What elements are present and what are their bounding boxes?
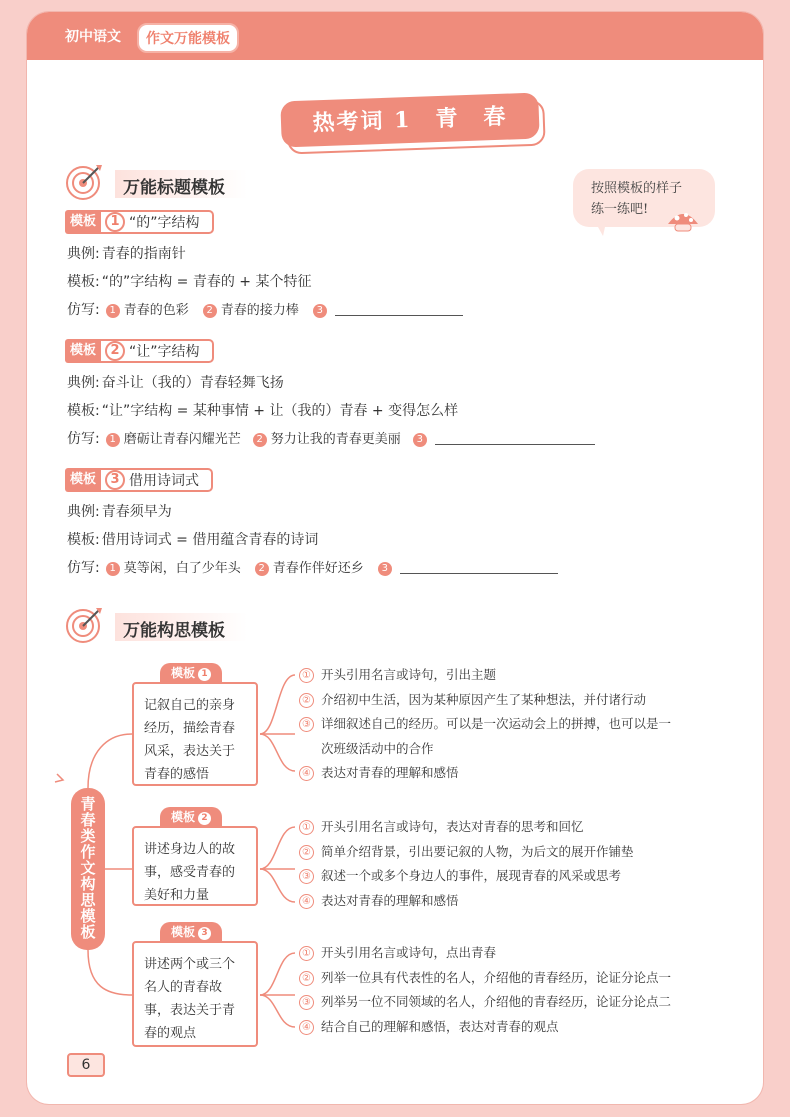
number-badge: 3 <box>313 304 327 318</box>
example-text: 青春的指南针 <box>101 246 186 262</box>
vertical-title: 青 春 类 作 文 构 思 模 板 <box>80 795 96 941</box>
template-number: 2 <box>105 341 125 361</box>
idea-box-1: 记叙自己的亲身 经历，描绘青春 风采，表达关于 青春的感悟 <box>132 682 258 786</box>
idea-tag-3: 模板 3 <box>160 922 222 942</box>
practice-answer: 努力让我的青春更美丽 <box>270 432 401 447</box>
step-item: ④ 表达对青春的理解和感悟 <box>299 889 739 914</box>
example-text: 青春须早为 <box>101 504 172 520</box>
template-name: 借用诗词式 <box>129 473 200 489</box>
practice-answer: 青春的色彩 <box>123 303 189 318</box>
example-text: 奋斗让（我的）青春轻舞飞扬 <box>101 375 284 391</box>
number-badge: 3 <box>378 562 392 576</box>
idea-box-3: 讲述两个或三个 名人的青春故 事，表达关于青 春的观点 <box>132 941 258 1047</box>
example-line: 典例: 奋斗让（我的）青春轻舞飞扬 <box>67 375 284 391</box>
template-tag: 模板 <box>65 210 101 234</box>
number-badge: 2 <box>253 433 267 447</box>
page <box>27 12 763 1104</box>
page-title: 热考词 1 青 春 <box>280 93 539 148</box>
model-line: 模板: “让”字结构 = 某种事情 + 让（我的）青春 + 变得怎么样 <box>67 403 459 419</box>
model-line: 模板: “的”字结构 = 青春的 + 某个特征 <box>67 274 312 290</box>
step-item: 次班级活动中的合作 <box>321 740 434 756</box>
subject-label: 初中语文 <box>65 29 121 45</box>
example-line: 典例: 青春须早为 <box>67 504 172 520</box>
practice-answer: 磨砺让青春闪耀光芒 <box>123 432 241 447</box>
template-number: 1 <box>105 212 125 232</box>
section-label: 万能标题模板 <box>115 170 247 198</box>
number-badge: 3 <box>413 433 427 447</box>
number-badge: 2 <box>203 304 217 318</box>
number-badge: 2 <box>255 562 269 576</box>
number-badge: 1 <box>106 562 120 576</box>
number-badge: 1 <box>106 304 120 318</box>
idea-steps-2 <box>299 815 739 913</box>
idea-tag-1: 模板 1 <box>160 663 222 683</box>
template-tag: 模板 <box>65 339 101 363</box>
practice-line: 仿写: 1 磨砺让青春闪耀光芒 2 努力让我的青春更美丽 3 <box>67 428 595 448</box>
practice-line: 仿写: 1 莫等闲，白了少年头 2 青春作伴好还乡 3 <box>67 557 558 577</box>
model-text: 借用诗词式 = 借用蕴含青春的诗词 <box>101 532 319 548</box>
step-item: ③ 列举另一位不同领域的名人，介绍他的青春经历，论证分论点二 <box>299 990 739 1015</box>
template-number: 3 <box>105 470 125 490</box>
step-item: ② 列举一位具有代表性的名人，介绍他的青春经历，论证分论点一 <box>299 966 739 991</box>
template-tag: 模板 <box>65 468 101 492</box>
practice-answer: 青春的接力棒 <box>220 303 299 318</box>
step-item: ③ 叙述一个或多个身边人的事件，展现青春的风采或思考 <box>299 864 739 889</box>
template-name: “让”字结构 <box>129 344 200 360</box>
bubble-line: 按照模板的样子 <box>591 181 683 196</box>
idea-box-2: 讲述身边人的故 事，感受青春的 美好和力量 <box>132 826 258 906</box>
vertical-category-tag <box>71 788 105 950</box>
section-label: 万能构思模板 <box>115 613 247 641</box>
practice-line: 仿写: 1 青春的色彩 2 青春的接力棒 3 <box>67 299 463 319</box>
page-number: 6 <box>67 1053 105 1077</box>
idea-steps-1 <box>299 663 739 786</box>
practice-answer: 莫等闲，白了少年头 <box>123 561 241 576</box>
step-item: ④ 表达对青春的理解和感悟 <box>299 761 739 786</box>
step-item: ② 介绍初中生活，因为某种原因产生了某种想法，并付诸行动 <box>299 688 739 713</box>
bubble-line: 练一练吧! <box>591 202 649 217</box>
model-line: 模板: 借用诗词式 = 借用蕴含青春的诗词 <box>67 532 319 548</box>
example-line: 典例: 青春的指南针 <box>67 246 186 262</box>
idea-tag-2: 模板 2 <box>160 807 222 827</box>
step-item: ① 开头引用名言或诗句，引出主题 <box>299 663 739 688</box>
step-item: ② 简单介绍背景，引出要记叙的人物，为后文的展开作铺垫 <box>299 840 739 865</box>
template-name: “的”字结构 <box>129 215 200 231</box>
step-item: ④ 结合自己的理解和感悟，表达对青春的观点 <box>299 1015 739 1040</box>
practice-answer: 青春作伴好还乡 <box>272 561 364 576</box>
model-text: “的”字结构 = 青春的 + 某个特征 <box>101 274 312 290</box>
model-text: “让”字结构 = 某种事情 + 让（我的）青春 + 变得怎么样 <box>101 403 459 419</box>
series-badge: 作文万能模板 <box>137 23 239 53</box>
idea-steps-3 <box>299 941 739 1039</box>
number-badge: 1 <box>106 433 120 447</box>
step-item: ① 开头引用名言或诗句，表达对青春的思考和回忆 <box>299 815 739 840</box>
step-item: ③ 详细叙述自己的经历。可以是一次运动会上的拼搏，也可以是一 <box>299 712 739 737</box>
step-item: ① 开头引用名言或诗句，点出青春 <box>299 941 739 966</box>
